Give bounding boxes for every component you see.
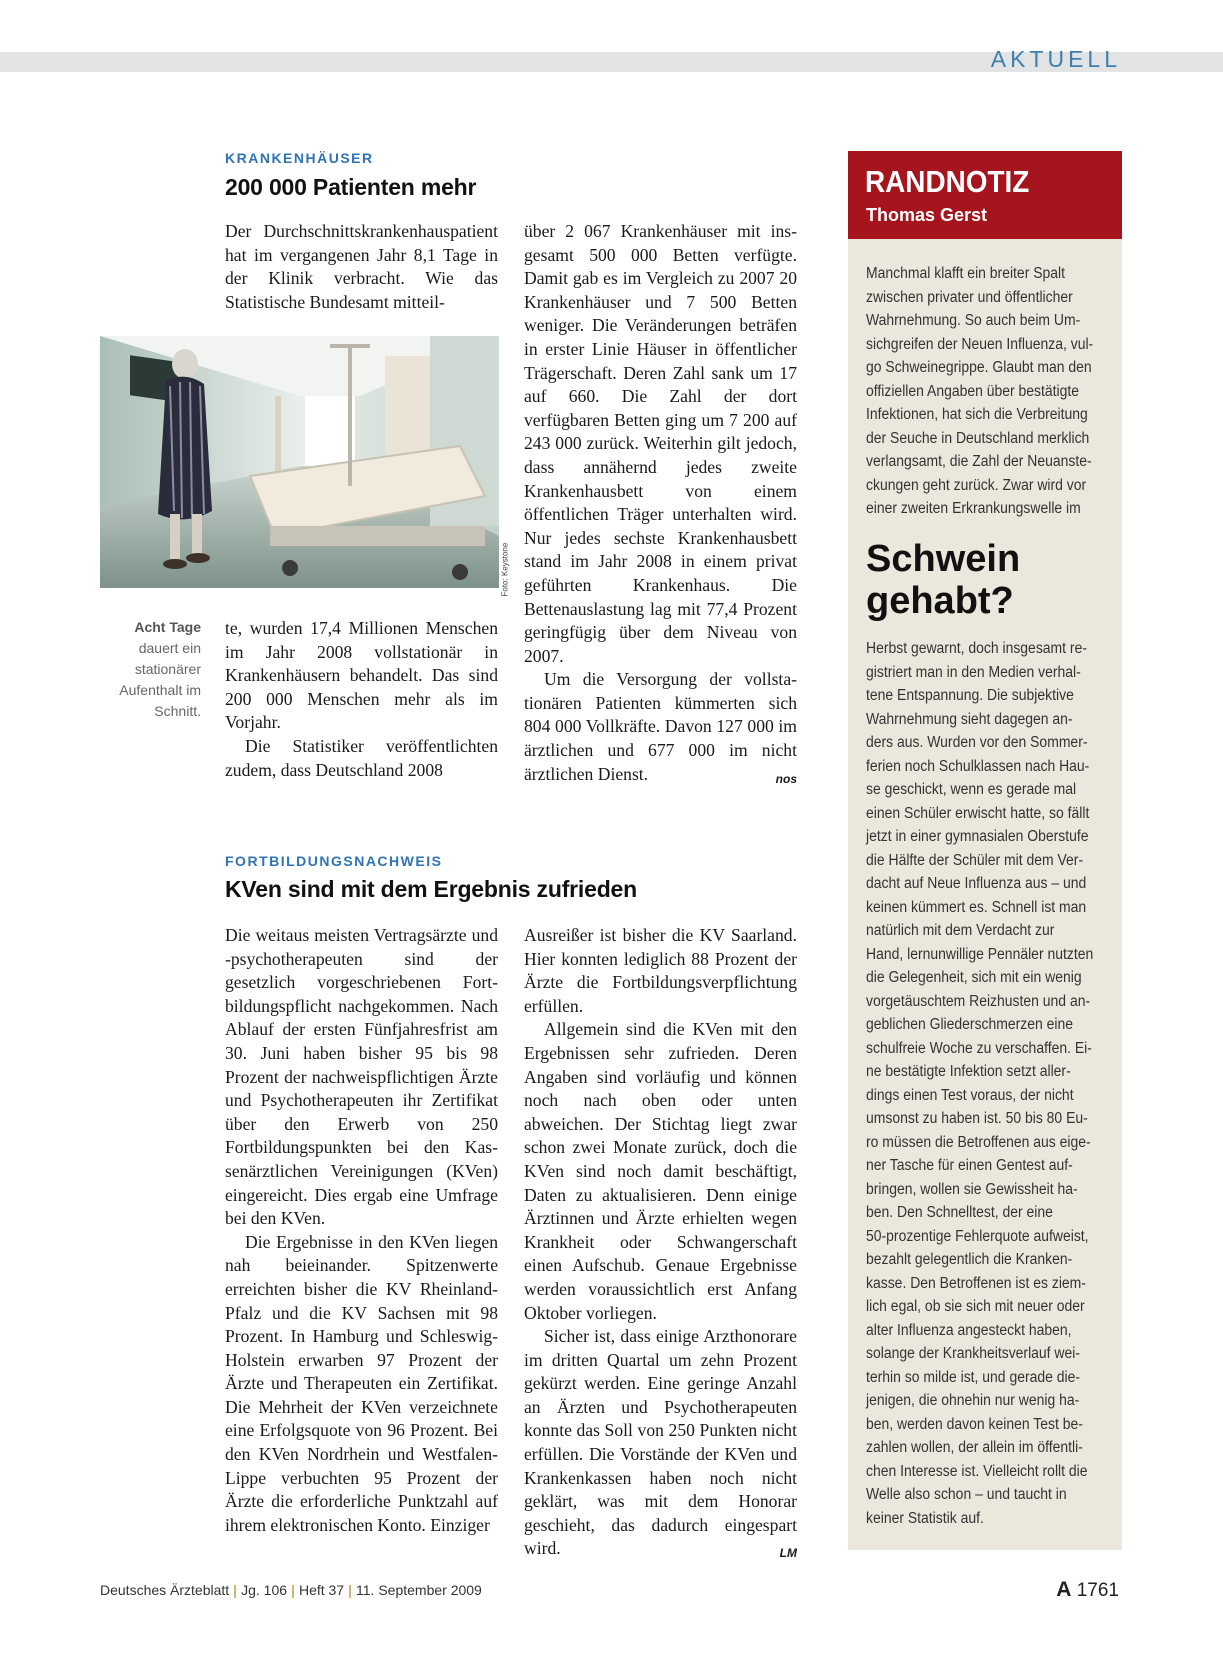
sidebar-line: chen Interesse ist. Vielleicht rollt die: [866, 1462, 1088, 1480]
section-label: AKTUELL: [990, 46, 1121, 72]
sidebar-line: einen Schüler erwischt hatte, so fällt: [866, 804, 1090, 822]
page-number-value: 1761: [1076, 1580, 1119, 1601]
article1-paragraph: Die Statistiker veröffentlichten zudem, dass Deutschland 2008: [225, 735, 498, 780]
article2-signature: LM: [779, 1546, 797, 1561]
sidebar-line: zwischen privater und öffentlicher: [866, 288, 1073, 306]
sidebar-line: natürlich mit dem Verdacht zur: [866, 922, 1055, 939]
sidebar-line: Infektionen, hat sich die Verbreitung: [866, 406, 1088, 423]
randnotiz-title-line: Schwein: [866, 538, 1021, 580]
sidebar-line: geblichen Gliederschmerzen eine: [866, 1016, 1074, 1033]
sidebar-line: bezahlt gelegentlich die Kranken-: [866, 1251, 1073, 1268]
article1-col2: [524, 220, 797, 791]
sidebar-line: schulfreie Woche zu verschaffen. Ei-: [866, 1039, 1092, 1057]
sidebar-line: dacht auf Neue Influenza aus – und: [866, 875, 1087, 892]
sidebar-line: bringen, wollen sie Gewissheit ha-: [866, 1180, 1078, 1198]
article2-paragraph: [524, 1325, 797, 1561]
randnotiz-label: RANDNOTIZ: [865, 164, 1030, 199]
sidebar-line: terhin so milde ist, und gerade die-: [866, 1368, 1081, 1386]
sidebar-line: keiner Statistik auf.: [866, 1509, 984, 1527]
article1-paragraph: [524, 668, 797, 786]
sidebar-line: Wahrnehmung sieht dagegen an-: [866, 710, 1073, 728]
sidebar-line: solange der Krankheitsverlauf wei-: [866, 1345, 1081, 1362]
hospital-corridor-photo: [100, 336, 499, 588]
sidebar-line: jenigen, die ohnehin nur wenig ha-: [866, 1392, 1080, 1409]
sidebar-line: Hand, lernunwillige Pennäler nutzten: [866, 945, 1094, 963]
sidebar-line: 50-prozentige Fehlerquote aufweist,: [866, 1227, 1089, 1245]
sidebar-line: tene Entspannung. Die subjektive: [866, 687, 1074, 704]
footer-issue: Heft 37: [298, 1582, 345, 1598]
sidebar-line: ferien noch Schulklassen nach Hau-: [866, 757, 1090, 775]
sidebar-line: lich egal, ob sie sich mit neuer oder: [866, 1298, 1085, 1315]
caption-bold: Acht Tage: [134, 619, 201, 635]
article1-paragraph: te, wurden 17,4 Millionen Menschen im Jahr 2008 vollstationär in Krankenhäusern behandelt. Das sind 200 000 Menschen mehr als im Vorjahr.: [225, 618, 498, 733]
sidebar-line: se geschickt, wenn es gerade mal: [866, 781, 1077, 798]
sidebar-line: einer zweiten Erkrankungswelle im: [866, 500, 1081, 517]
sidebar-line: zahlen wollen, der allein im öffentli-: [866, 1439, 1083, 1456]
article2-headline: KVen sind mit dem Ergebnis zufrieden: [225, 876, 637, 902]
article2-paragraph: Die Ergebnisse in den KVen liegen nah beieinander. Spitzenwerte erreichten bisher die KV Rheinland-Pfalz und die KV Sachsen mit 98 Prozent. In Hamburg und Schleswig-Holstein erwarben 97 Prozent der Ärzte und Therapeuten ein Zertifikat. Die Mehrheit der KVen verzeichnete eine Erfolgsquote von 96 Prozent. Bei den KVen Nordrhein und Westfalen-Lippe verbuchten 95 Prozent der Ärzte die erforderliche Punktzahl auf ihrem elektronischen Konto. Einziger: [225, 1231, 498, 1535]
article1-col1-top: [225, 220, 498, 314]
sidebar-line: Herbst gewarnt, doch insgesamt re-: [866, 640, 1087, 657]
sidebar-line: ner Tasche für einen Gentest auf-: [866, 1157, 1073, 1174]
article1-paragraph: über 2 067 Krankenhäuser mit insgesamt 500 000 Betten verfügte. Damit gab es im Vergleich zu 2007 20 Krankenhäuser und 7 500 Betten weniger. Die Veränderungen beträfen in erster Linie Häuser in öffentlicher Trägerschaft. Deren Zahl sank um 17 auf 660. Die Zahl der dort verfügbaren Betten ging um 7 200 auf 243 000 zurück. Weiterhin gilt jedoch, dass annähernd jedes zweite Krankenhausbett von einem öffentlichen Träger unterhalten wird. Nur jedes sechste Krankenhausbett stand im Jahr 2008 in einem privat geführten Krankenhaus. Die Bettenauslastung lag mit 77,4 Prozent geringfügig über dem Niveau von 2007.: [524, 221, 797, 666]
page-number: [1056, 1578, 1119, 1602]
photo-credit: Foto: Keystone: [500, 542, 510, 597]
sidebar-line: ckungen geht zurück. Zwar wird vor: [866, 476, 1087, 494]
randnotiz-author: Thomas Gerst: [866, 205, 988, 225]
footer-separator: |: [233, 1582, 238, 1598]
article1-headline: 200 000 Patienten mehr: [225, 174, 477, 200]
sidebar-line: Manchmal klafft ein breiter Spalt: [866, 265, 1066, 282]
article2-paragraph: Allgemein sind die KVen mit den Ergebnissen sehr zufrieden. Deren Angaben sind vorläufig und können noch nach oben oder unten abweichen. Der Stichtag liegt zwar schon zwei Monate zurück, doch die KVen sind noch damit beschäftigt, Daten zu aktualisieren. Denn einige Ärztinnen und Ärzte erhielten wegen Krankheit oder Schwangerschaft einen Aufschub. Genaue Ergebnisse werden voraussichtlich erst Anfang Oktober vorliegen.: [524, 1019, 797, 1323]
article1-col1-bottom: [225, 617, 498, 782]
sidebar-line: gistriert man in den Medien verhal-: [866, 663, 1081, 681]
randnotiz-body: [866, 637, 1093, 1530]
article2-kicker: FORTBILDUNGSNACHWEIS: [225, 853, 443, 869]
footer-separator: |: [348, 1582, 353, 1598]
photo-caption: [108, 617, 201, 722]
footer-separator: |: [291, 1582, 295, 1598]
sidebar-line: alter Influenza angesteckt haben,: [866, 1321, 1072, 1339]
footer: [100, 1582, 482, 1598]
article1-kicker: KRANKENHÄUSER: [225, 150, 374, 166]
sidebar-line: Wahrnehmung. So auch beim Um-: [866, 312, 1081, 329]
sidebar-line: umsonst zu haben ist. 50 bis 80 Eu-: [866, 1110, 1088, 1127]
footer-volume: Jg. 106: [241, 1582, 288, 1598]
article2-paragraph-text: Sicher ist, dass einige Arzthonorare im dritten Quartal um zehn Prozent gekürzt werden. Eine geringe Anzahl an Ärzten und Psychotherapeuten konnte das Soll von 250 Punkten nicht erfüllen. Die Vorstände der KVen und Krankenkassen haben noch nicht geklärt, was mit dem Honorar geschieht, das dadurch eingespart wird.: [524, 1326, 797, 1559]
sidebar-line: kasse. Den Betroffenen ist es ziem-: [866, 1274, 1086, 1292]
article2-col2: [524, 924, 797, 1566]
footer-date: 11. September 2009: [356, 1582, 482, 1598]
sidebar-line: ben, werden davon keinen Test be-: [866, 1415, 1083, 1433]
article1-paragraph: Der Durchschnittskrankenhauspatient hat im vergangenen Jahr 8,1 Tage in der Klinik verbracht. Wie das Statistische Bundesamt mitteil-: [225, 221, 498, 312]
caption-text: dauert ein stationärer Aufenthalt im Schnitt.: [119, 640, 201, 719]
sidebar-line: ben. Den Schnelltest, der eine: [866, 1204, 1053, 1221]
sidebar-line: die Hälfte der Schüler mit dem Ver-: [866, 851, 1084, 869]
sidebar-line: go Schweinegrippe. Glaubt man den: [866, 359, 1092, 376]
article2-paragraph: Ausreißer ist bisher die KV Saarland. Hier konnten lediglich 88 Prozent der Ärzte die Fortbildungsverpflichtung erfüllen.: [524, 925, 797, 1016]
footer-publication: Deutsches Ärzteblatt: [100, 1582, 230, 1598]
randnotiz-title-line: gehabt?: [866, 580, 1014, 622]
article2-paragraph: Die weitaus meisten Vertragsärzte und -psychotherapeuten sind der gesetzlich vorgeschriebenen Fortbildungspflicht nachgekommen. Nach Ablauf der ersten Fünfjahresfrist am 30. Juni haben bisher 95 bis 98 Prozent der nachweispflichtigen Ärzte und Psychotherapeuten ihr Zertifikat über den Erwerb von 250 Fortbildungspunkten bei den Kassenärztlichen Vereinigungen (KVen) eingereicht. Dies ergab eine Umfrage bei den KVen.: [225, 925, 498, 1229]
sidebar-line: ro müssen die Betroffenen aus eige-: [866, 1133, 1091, 1151]
sidebar-line: sichgreifen der Neuen Influenza, vul-: [866, 335, 1094, 353]
page-prefix: A: [1056, 1578, 1072, 1601]
sidebar-line: vorgetäuschtem Reizhusten und an-: [866, 992, 1091, 1010]
sidebar-line: der Seuche in Deutschland merklich: [866, 429, 1090, 447]
article1-paragraph-text: Um die Versorgung der vollstationären Patienten kümmerten sich 804 000 Vollkräfte. Davon 127 000 im ärztlichen und 677 000 im nicht ärztlichen Dienst.: [524, 669, 797, 784]
sidebar-line: ne bestätigte Infektion setzt aller-: [866, 1063, 1071, 1080]
article2-col1: [225, 924, 498, 1537]
sidebar-line: dings einen Test voraus, der nicht: [866, 1086, 1074, 1104]
sidebar-line: jetzt in einer gymnasialen Oberstufe: [866, 828, 1089, 845]
sidebar-line: keinen kümmert es. Schnell ist man: [866, 898, 1087, 916]
sidebar-line: Welle also schon – und taucht in: [866, 1486, 1067, 1503]
article1-signature: nos: [775, 771, 797, 786]
sidebar-line: ders aus. Wurden vor den Sommer-: [866, 734, 1088, 751]
randnotiz-title: [866, 538, 1020, 622]
sidebar-line: verlangsamt, die Zahl der Neuanste-: [866, 453, 1092, 470]
sidebar-line: offiziellen Angaben über bestätigte: [866, 382, 1080, 400]
randnotiz-intro: [866, 262, 1093, 521]
sidebar-line: die Gelegenheit, sich mit ein wenig: [866, 969, 1082, 986]
